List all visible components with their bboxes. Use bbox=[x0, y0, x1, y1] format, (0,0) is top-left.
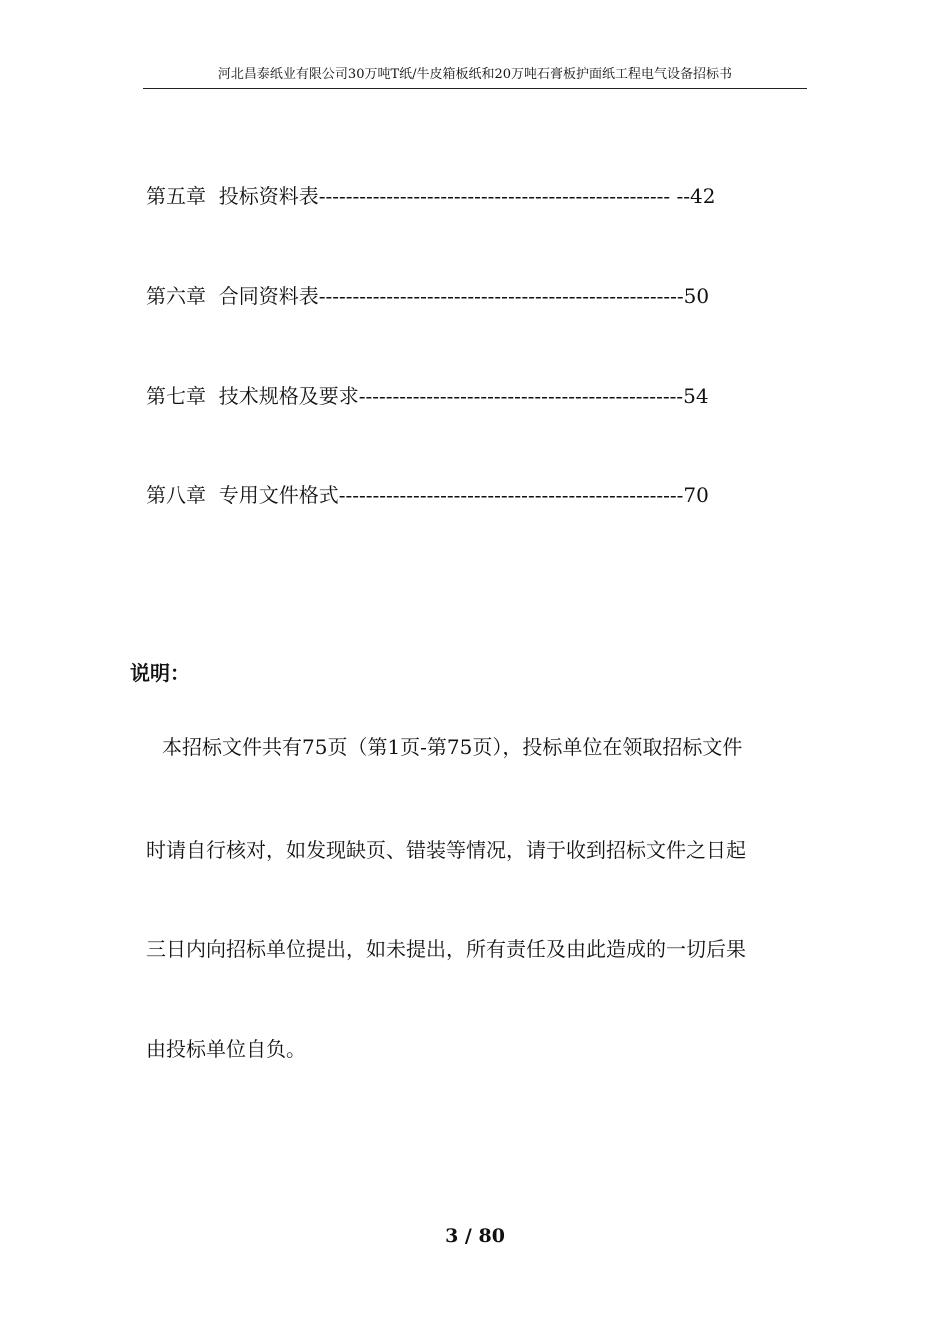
toc-leader-dashes: ------------------------------------------------ bbox=[358, 384, 684, 408]
toc-entry-chapter-5[interactable] bbox=[146, 181, 758, 211]
page-number: 3 / 80 bbox=[445, 1225, 505, 1247]
toc-chapter-label: 第五章 投标资料表 bbox=[146, 184, 319, 208]
toc-entry-chapter-6[interactable] bbox=[146, 281, 758, 311]
note-paragraph-line: 时请自行核对，如发现缺页、错装等情况，请于收到招标文件之日起 bbox=[146, 838, 746, 862]
toc-page-number: 42 bbox=[690, 184, 716, 208]
toc-page-number: 54 bbox=[683, 384, 709, 408]
toc-page-number: 50 bbox=[683, 284, 710, 308]
toc-page-number: 70 bbox=[683, 483, 709, 507]
note-heading: 说明： bbox=[130, 661, 190, 685]
note-paragraph-line: 本招标文件共有75页（第1页-第75页），投标单位在领取招标文件 bbox=[162, 735, 743, 759]
toc-chapter-label: 第六章 合同资料表 bbox=[146, 284, 319, 308]
toc-leader-dashes: --------------------------------------------------- bbox=[338, 483, 684, 507]
toc-leader-dashes: ---------------------------------------------------- -- bbox=[318, 184, 690, 208]
note-paragraph-line: 由投标单位自负。 bbox=[146, 1037, 306, 1061]
toc-entry-chapter-8[interactable] bbox=[146, 480, 758, 510]
toc-entry-chapter-7[interactable] bbox=[146, 381, 758, 411]
toc-chapter-label: 第七章 技术规格及要求 bbox=[146, 384, 359, 408]
toc-leader-dashes: ------------------------------------------------------ bbox=[318, 284, 684, 308]
document-header: 河北昌泰纸业有限公司30万吨T纸/牛皮箱板纸和20万吨石膏板护面纸工程电气设备招标书 bbox=[143, 64, 807, 89]
toc-chapter-label: 第八章 专用文件格式 bbox=[146, 483, 339, 507]
note-paragraph-line: 三日内向招标单位提出，如未提出，所有责任及由此造成的一切后果 bbox=[146, 937, 746, 961]
